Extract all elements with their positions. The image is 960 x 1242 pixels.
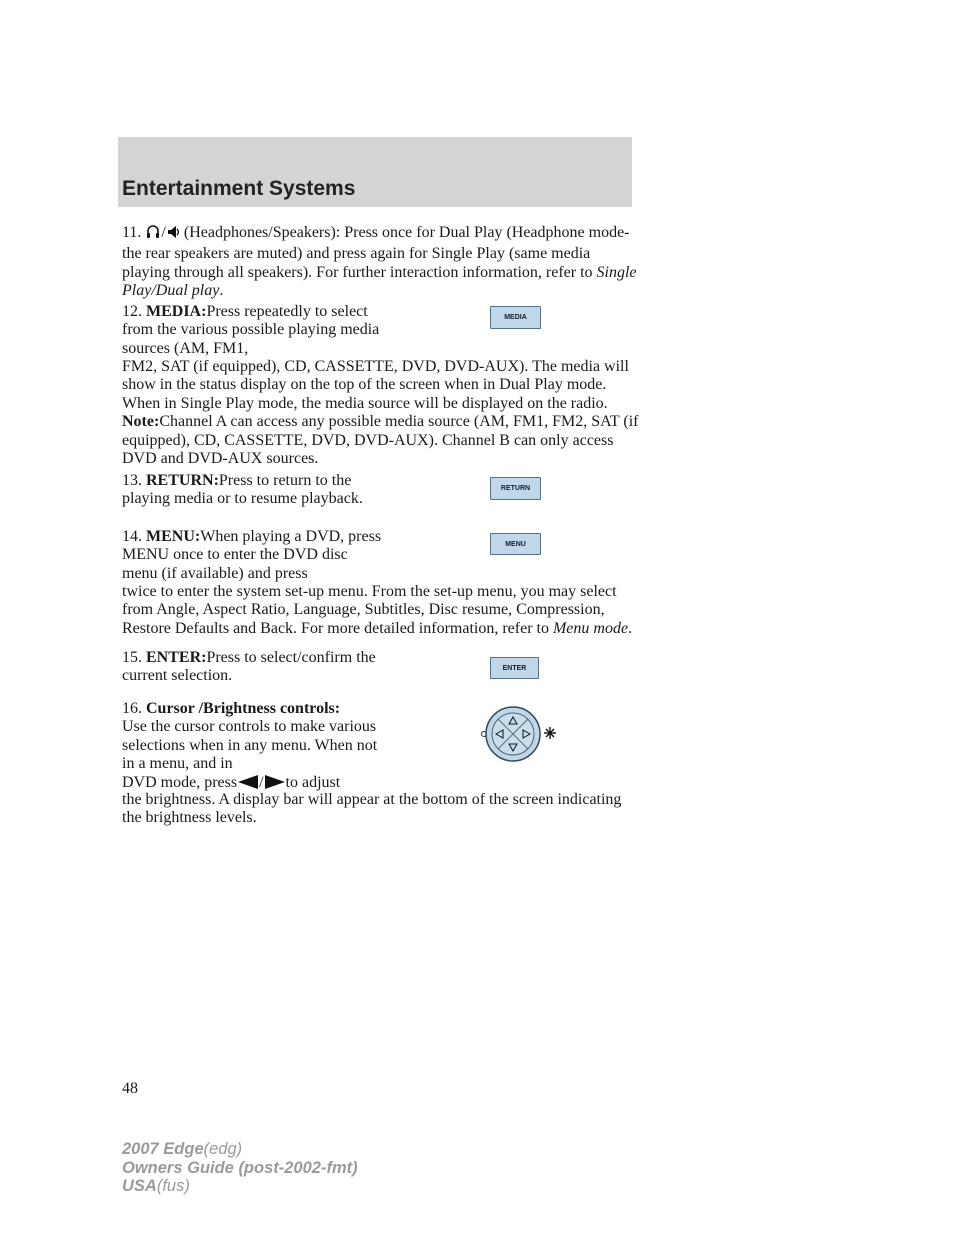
item-12-label: MEDIA: [146,303,207,320]
separator-slash: / [161,224,166,241]
footer-model: 2007 Edge [122,1140,204,1158]
item-14-rest [122,583,642,638]
menu-button-illustration: MENU [490,533,541,555]
item-13-text: Press to return to the playing media or to resume playback. [122,472,363,508]
item-number: 16. [122,700,142,717]
item-14-text-rest: twice to enter the system set-up menu. From the set-up menu, you may select from Angle, Aspect Ratio, Language, Subtitles, Disc resume, Compression, Restore Defaults and Back. For more detailed information, refer to [122,583,617,637]
footer-model-code: (edg) [203,1140,243,1158]
footer [122,1140,358,1196]
item-16-top [122,700,387,795]
period: . [219,282,224,300]
item-11-text: (Headphones/Speakers): Press once for Dual Play (Headphone mode- the rear speakers are muted) and press again for Single Play (same media playing through all speakers). For further interaction information, refer to [122,224,630,281]
footer-market-code: (fus) [156,1177,190,1195]
item-number: 15. [122,649,142,666]
item-16-text-adjust: to adjust [285,773,341,791]
item-14-text-top: When playing a DVD, press MENU once to enter the DVD disc menu (if available) and press [122,528,382,582]
item-16-rest [122,791,642,828]
item-16-text-top: Use the cursor controls to make various selections when in any menu. When not in a menu, and in [122,718,378,773]
speaker-icon [166,224,180,245]
item-14-top [122,528,387,583]
period: . [628,619,633,637]
note-text: Channel A can access any possible media source (AM, FM1, FM2, SAT (if equipped), CD, CASSETTE, DVD, DVD-AUX). Channel B can only access DVD and DVD-AUX sources. [122,413,639,468]
item-number: 11. [122,224,142,241]
cursor-pad-illustration [478,704,558,764]
item-16-text-press: DVD mode, press [122,773,238,791]
brightness-high-icon [544,727,556,739]
item-15-label: ENTER: [146,649,207,666]
return-button-illustration: RETURN [490,477,541,500]
item-12-text-rest: FM2, SAT (if equipped), CD, CASSETTE, DVD, DVD-AUX). The media will show in the status display on the top of the screen when in Dual Play mode. When in Single Play mode, the media source will be displayed on the radio. [122,358,629,412]
separator-slash: / [259,773,264,791]
item-number: 14. [122,528,142,545]
item-14-label: MENU: [146,528,201,545]
media-button-illustration: MEDIA [490,306,541,329]
item-11-reference: Single Play/Dual play [122,263,637,300]
item-13-label: RETURN: [146,472,219,489]
item-16-label: Cursor /Brightness controls: [146,700,341,717]
item-12-rest [122,358,642,468]
cursor-pad-icon [486,707,540,761]
item-number: 12. [122,303,142,320]
item-15-text: Press to select/confirm the current selection. [122,649,376,685]
item-16-text-rest: the brightness. A display bar will appear at the bottom of the screen indicating the brightness levels. [122,791,622,827]
footer-guide: Owners Guide (post-2002-fmt) [122,1158,358,1177]
page-title: Entertainment Systems [122,177,356,200]
item-12-text-top: Press repeatedly to select from the various possible playing media sources (AM, FM1, [122,303,380,357]
page-number: 48 [122,1080,138,1097]
headphones-icon [145,224,161,245]
item-11 [122,224,642,301]
item-12-top [122,303,387,358]
item-number: 13. [122,472,142,489]
item-13 [122,472,387,509]
footer-market: USA [122,1177,157,1195]
item-15 [122,649,387,686]
item-14-reference: Menu mode [552,619,629,637]
enter-button-illustration: ENTER [490,657,539,679]
note-label: Note: [122,413,160,431]
